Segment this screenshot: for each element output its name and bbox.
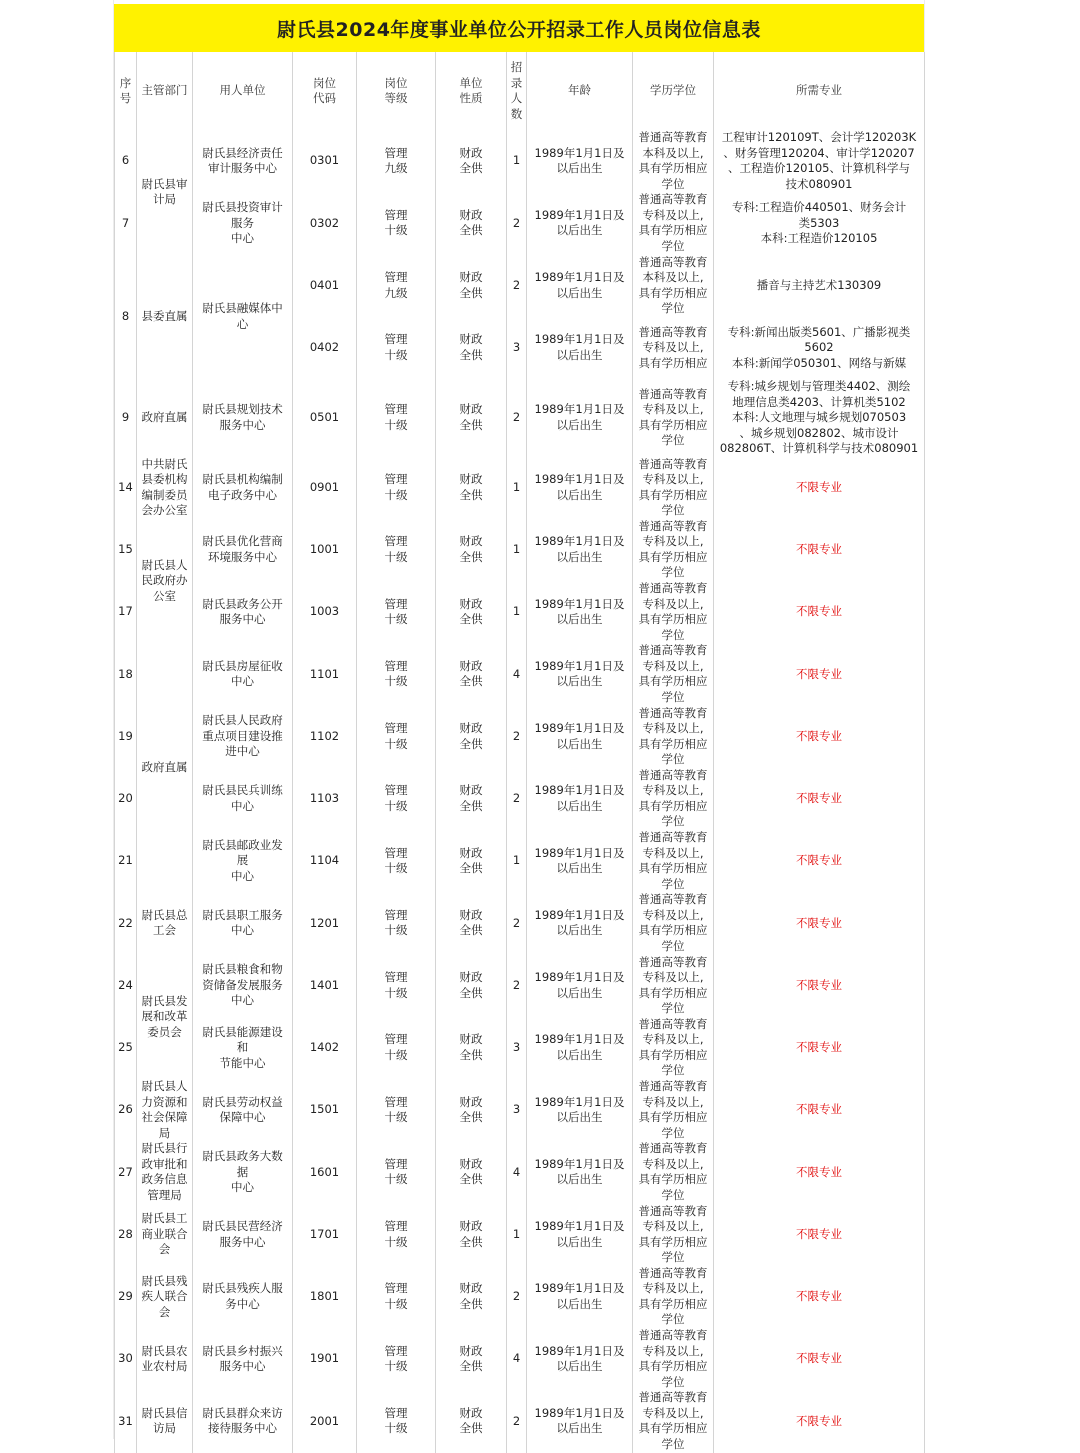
code-cell: 1103: [293, 768, 357, 830]
seq-cell: 9: [115, 379, 137, 457]
unit-cell: 尉氏县经济责任 审计服务中心: [193, 130, 293, 192]
recruitment-sheet: [114, 4, 924, 1453]
table-row: [115, 955, 925, 1017]
count-cell: 4: [507, 1328, 527, 1390]
unit-cell: 尉氏县残疾人服 务中心: [193, 1266, 293, 1328]
count-cell: 1: [507, 830, 527, 892]
unit-cell: 尉氏县民兵训练 中心: [193, 768, 293, 830]
major-unlimited: 不限专业: [714, 706, 925, 768]
table-row: [115, 706, 925, 768]
major-unlimited: 不限专业: [714, 1141, 925, 1203]
dept-cell: 尉氏县审 计局: [137, 130, 193, 255]
seq-cell: 28: [115, 1204, 137, 1266]
edu-cell: 普通高等教育 专科及以上, 具有学历相应 学位: [633, 1141, 714, 1203]
level-cell: 管理 十级: [357, 1266, 436, 1328]
nature-cell: 财政 全供: [436, 581, 507, 643]
count-cell: 2: [507, 955, 527, 1017]
major-unlimited: 不限专业: [714, 643, 925, 705]
seq-cell: 7: [115, 192, 137, 254]
edu-cell: 普通高等教育 本科及以上, 具有学历相应 学位: [633, 255, 714, 317]
code-cell: 1201: [293, 892, 357, 954]
unit-cell: 尉氏县投资审计 服务 中心: [193, 192, 293, 254]
count-cell: 4: [507, 1141, 527, 1203]
count-cell: 2: [507, 379, 527, 457]
level-cell: 管理 九级: [357, 255, 436, 317]
dept-cell: 尉氏县总 工会: [137, 892, 193, 954]
unit-cell: 尉氏县规划技术 服务中心: [193, 379, 293, 457]
age-cell: 1989年1月1日及 以后出生: [527, 1017, 633, 1079]
dept-cell: 尉氏县农 业农村局: [137, 1328, 193, 1390]
dept-cell: 政府直属: [137, 379, 193, 457]
seq-cell: 25: [115, 1017, 137, 1079]
unit-cell: 尉氏县群众来访 接待服务中心: [193, 1390, 293, 1452]
table-row: [115, 130, 925, 192]
age-cell: 1989年1月1日及 以后出生: [527, 768, 633, 830]
level-cell: 管理 十级: [357, 643, 436, 705]
nature-cell: 财政 全供: [436, 643, 507, 705]
level-cell: 管理 九级: [357, 130, 436, 192]
table-row: [115, 768, 925, 830]
header-dept: 主管部门: [137, 52, 193, 130]
seq-cell: 17: [115, 581, 137, 643]
code-cell: 1401: [293, 955, 357, 1017]
table-row: [115, 457, 925, 519]
edu-cell: 普通高等教育 专科及以上, 具有学历相应 学位: [633, 830, 714, 892]
level-cell: 管理 十级: [357, 519, 436, 581]
table-row: [115, 1390, 925, 1452]
major-unlimited: 不限专业: [714, 830, 925, 892]
age-cell: 1989年1月1日及 以后出生: [527, 955, 633, 1017]
dept-cell: 尉氏县人 力资源和 社会保障 局: [137, 1079, 193, 1141]
seq-cell: 27: [115, 1141, 137, 1203]
seq-cell: 6: [115, 130, 137, 192]
count-cell: 2: [507, 768, 527, 830]
nature-cell: 财政 全供: [436, 192, 507, 254]
level-cell: 管理 十级: [357, 379, 436, 457]
nature-cell: 财政 全供: [436, 457, 507, 519]
edu-cell: 普通高等教育 专科及以上, 具有学历相应 学位: [633, 643, 714, 705]
table-row: [115, 519, 925, 581]
dept-cell: 政府直属: [137, 643, 193, 892]
unit-cell: 尉氏县政务公开 服务中心: [193, 581, 293, 643]
nature-cell: 财政 全供: [436, 706, 507, 768]
level-cell: 管理 十级: [357, 955, 436, 1017]
nature-cell: 财政 全供: [436, 1204, 507, 1266]
level-cell: 管理 十级: [357, 1390, 436, 1452]
age-cell: 1989年1月1日及 以后出生: [527, 830, 633, 892]
count-cell: 3: [507, 1017, 527, 1079]
edu-cell: 普通高等教育 专科及以上, 具有学历相应 学位: [633, 519, 714, 581]
header-unit: 用人单位: [193, 52, 293, 130]
seq-cell: 30: [115, 1328, 137, 1390]
table-row: [115, 1017, 925, 1079]
age-cell: 1989年1月1日及 以后出生: [527, 1079, 633, 1141]
code-cell: 2001: [293, 1390, 357, 1452]
unit-cell: 尉氏县职工服务 中心: [193, 892, 293, 954]
seq-cell: 18: [115, 643, 137, 705]
header-edu: 学历学位: [633, 52, 714, 130]
age-cell: 1989年1月1日及 以后出生: [527, 192, 633, 254]
age-cell: 1989年1月1日及 以后出生: [527, 643, 633, 705]
unit-cell: 尉氏县劳动权益 保障中心: [193, 1079, 293, 1141]
dept-cell: 尉氏县工 商业联合 会: [137, 1204, 193, 1266]
nature-cell: 财政 全供: [436, 1017, 507, 1079]
nature-cell: 财政 全供: [436, 1266, 507, 1328]
table-row: [115, 1204, 925, 1266]
age-cell: 1989年1月1日及 以后出生: [527, 1141, 633, 1203]
age-cell: 1989年1月1日及 以后出生: [527, 255, 633, 317]
table-header-row: [115, 52, 925, 130]
code-cell: 1101: [293, 643, 357, 705]
age-cell: 1989年1月1日及 以后出生: [527, 892, 633, 954]
level-cell: 管理 十级: [357, 830, 436, 892]
level-cell: 管理 十级: [357, 317, 436, 379]
code-cell: 1104: [293, 830, 357, 892]
code-cell: 0301: [293, 130, 357, 192]
code-cell: 1701: [293, 1204, 357, 1266]
edu-cell: 普通高等教育 专科及以上, 具有学历相应 学位: [633, 1017, 714, 1079]
edu-cell: 普通高等教育 专科及以上, 具有学历相应 学位: [633, 1079, 714, 1141]
age-cell: 1989年1月1日及 以后出生: [527, 1266, 633, 1328]
seq-cell: 29: [115, 1266, 137, 1328]
major-unlimited: 不限专业: [714, 955, 925, 1017]
level-cell: 管理 十级: [357, 1204, 436, 1266]
count-cell: 2: [507, 892, 527, 954]
count-cell: 4: [507, 643, 527, 705]
major-unlimited: 不限专业: [714, 768, 925, 830]
table-row: [115, 581, 925, 643]
dept-cell: 尉氏县残 疾人联合 会: [137, 1266, 193, 1328]
level-cell: 管理 十级: [357, 892, 436, 954]
seq-cell: 20: [115, 768, 137, 830]
seq-cell: 26: [115, 1079, 137, 1141]
code-cell: 1801: [293, 1266, 357, 1328]
major-unlimited: 不限专业: [714, 892, 925, 954]
level-cell: 管理 十级: [357, 706, 436, 768]
age-cell: 1989年1月1日及 以后出生: [527, 317, 633, 379]
major-unlimited: 不限专业: [714, 1017, 925, 1079]
count-cell: 3: [507, 317, 527, 379]
edu-cell: 普通高等教育 专科及以上, 具有学历相应 学位: [633, 1328, 714, 1390]
major-cell: 播音与主持艺术130309: [714, 255, 925, 317]
code-cell: 1501: [293, 1079, 357, 1141]
age-cell: 1989年1月1日及 以后出生: [527, 130, 633, 192]
nature-cell: 财政 全供: [436, 255, 507, 317]
count-cell: 1: [507, 519, 527, 581]
age-cell: 1989年1月1日及 以后出生: [527, 1328, 633, 1390]
table-row: [115, 255, 925, 317]
nature-cell: 财政 全供: [436, 768, 507, 830]
major-unlimited: 不限专业: [714, 1079, 925, 1141]
edu-cell: 普通高等教育 专科及以上, 具有学历相应 学位: [633, 892, 714, 954]
code-cell: 1601: [293, 1141, 357, 1203]
header-level: 岗位 等级: [357, 52, 436, 130]
code-cell: 1402: [293, 1017, 357, 1079]
nature-cell: 财政 全供: [436, 1079, 507, 1141]
major-unlimited: 不限专业: [714, 457, 925, 519]
edu-cell: 普通高等教育 本科及以上, 具有学历相应 学位: [633, 130, 714, 192]
seq-cell: 22: [115, 892, 137, 954]
table-row: [115, 192, 925, 254]
unit-cell: 尉氏县人民政府 重点项目建设推 进中心: [193, 706, 293, 768]
count-cell: 2: [507, 1266, 527, 1328]
seq-cell: 15: [115, 519, 137, 581]
unit-cell: 尉氏县融媒体中 心: [193, 255, 293, 380]
edu-cell: 普通高等教育 专科及以上, 具有学历相应 学位: [633, 192, 714, 254]
edu-cell: 普通高等教育 专科及以上, 具有学历相应 学位: [633, 379, 714, 457]
count-cell: 1: [507, 457, 527, 519]
major-cell: 专科:新闻出版类5601、广播影视类 5602 本科:新闻学050301、网络与新媒: [714, 317, 925, 379]
table-row: [115, 1328, 925, 1390]
edu-cell: 普通高等教育 专科及以上, 具有学历相应 学位: [633, 581, 714, 643]
seq-cell: 24: [115, 955, 137, 1017]
nature-cell: 财政 全供: [436, 1390, 507, 1452]
count-cell: 2: [507, 706, 527, 768]
table-row: [115, 830, 925, 892]
level-cell: 管理 十级: [357, 581, 436, 643]
edu-cell: 普通高等教育 专科及以上, 具有学历相应 学位: [633, 768, 714, 830]
table-row: [115, 1079, 925, 1141]
level-cell: 管理 十级: [357, 457, 436, 519]
age-cell: 1989年1月1日及 以后出生: [527, 581, 633, 643]
unit-cell: 尉氏县能源建设 和 节能中心: [193, 1017, 293, 1079]
unit-cell: 尉氏县房屋征收 中心: [193, 643, 293, 705]
table-row: [115, 892, 925, 954]
edu-cell: 普通高等教育 专科及以上, 具有学历相应 学位: [633, 706, 714, 768]
dept-cell: 县委直属: [137, 255, 193, 380]
count-cell: 3: [507, 1079, 527, 1141]
code-cell: 0401: [293, 255, 357, 317]
age-cell: 1989年1月1日及 以后出生: [527, 457, 633, 519]
edu-cell: 普通高等教育 专科及以上, 具有学历相应: [633, 317, 714, 379]
level-cell: 管理 十级: [357, 768, 436, 830]
header-seq: 序 号: [115, 52, 137, 130]
code-cell: 0501: [293, 379, 357, 457]
dept-cell: 尉氏县人 民政府办 公室: [137, 519, 193, 644]
count-cell: 2: [507, 1390, 527, 1452]
header-nature: 单位 性质: [436, 52, 507, 130]
nature-cell: 财政 全供: [436, 130, 507, 192]
dept-cell: 尉氏县发 展和改革 委员会: [137, 955, 193, 1080]
code-cell: 0402: [293, 317, 357, 379]
nature-cell: 财政 全供: [436, 519, 507, 581]
level-cell: 管理 十级: [357, 192, 436, 254]
seq-cell: 21: [115, 830, 137, 892]
nature-cell: 财政 全供: [436, 317, 507, 379]
seq-cell: 19: [115, 706, 137, 768]
code-cell: 1001: [293, 519, 357, 581]
unit-cell: 尉氏县民营经济 服务中心: [193, 1204, 293, 1266]
header-code: 岗位 代码: [293, 52, 357, 130]
header-age: 年龄: [527, 52, 633, 130]
count-cell: 2: [507, 192, 527, 254]
count-cell: 1: [507, 581, 527, 643]
code-cell: 1102: [293, 706, 357, 768]
major-unlimited: 不限专业: [714, 1204, 925, 1266]
unit-cell: 尉氏县粮食和物 资储备发展服务 中心: [193, 955, 293, 1017]
level-cell: 管理 十级: [357, 1017, 436, 1079]
table-row: [115, 1141, 925, 1203]
table-row: [115, 1266, 925, 1328]
positions-table: [114, 52, 925, 1453]
age-cell: 1989年1月1日及 以后出生: [527, 706, 633, 768]
unit-cell: 尉氏县机构编制 电子政务中心: [193, 457, 293, 519]
nature-cell: 财政 全供: [436, 955, 507, 1017]
major-unlimited: 不限专业: [714, 1328, 925, 1390]
nature-cell: 财政 全供: [436, 892, 507, 954]
nature-cell: 财政 全供: [436, 379, 507, 457]
edu-cell: 普通高等教育 专科及以上, 具有学历相应 学位: [633, 457, 714, 519]
count-cell: 1: [507, 130, 527, 192]
edu-cell: 普通高等教育 专科及以上, 具有学历相应 学位: [633, 1266, 714, 1328]
major-unlimited: 不限专业: [714, 581, 925, 643]
page-title: 尉氏县2024年度事业单位公开招录工作人员岗位信息表: [114, 4, 924, 52]
major-cell: 专科:城乡规划与管理类4402、测绘 地理信息类4203、计算机类5102 本科:人文地理与城乡规划070503 、城乡规划082802、城市设计 082806T、计算机科学与技术080901: [714, 379, 925, 457]
unit-cell: 尉氏县乡村振兴 服务中心: [193, 1328, 293, 1390]
level-cell: 管理 十级: [357, 1141, 436, 1203]
major-unlimited: 不限专业: [714, 519, 925, 581]
dept-cell: 尉氏县行 政审批和 政务信息 管理局: [137, 1141, 193, 1203]
code-cell: 0901: [293, 457, 357, 519]
seq-cell: 14: [115, 457, 137, 519]
table-row: [115, 643, 925, 705]
edu-cell: 普通高等教育 专科及以上, 具有学历相应 学位: [633, 1390, 714, 1452]
age-cell: 1989年1月1日及 以后出生: [527, 1204, 633, 1266]
code-cell: 1003: [293, 581, 357, 643]
age-cell: 1989年1月1日及 以后出生: [527, 379, 633, 457]
unit-cell: 尉氏县邮政业发 展 中心: [193, 830, 293, 892]
unit-cell: 尉氏县优化营商 环境服务中心: [193, 519, 293, 581]
edu-cell: 普通高等教育 专科及以上, 具有学历相应 学位: [633, 955, 714, 1017]
count-cell: 2: [507, 255, 527, 317]
code-cell: 1901: [293, 1328, 357, 1390]
header-count: 招 录 人 数: [507, 52, 527, 130]
seq-cell: 31: [115, 1390, 137, 1452]
count-cell: 1: [507, 1204, 527, 1266]
major-cell: 工程审计120109T、会计学120203K 、财务管理120204、审计学120207 、工程造价120105、计算机科学与 技术080901: [714, 130, 925, 192]
code-cell: 0302: [293, 192, 357, 254]
nature-cell: 财政 全供: [436, 1141, 507, 1203]
header-major: 所需专业: [714, 52, 925, 130]
nature-cell: 财政 全供: [436, 1328, 507, 1390]
seq-cell: 8: [115, 255, 137, 380]
level-cell: 管理 十级: [357, 1079, 436, 1141]
table-row: [115, 379, 925, 457]
level-cell: 管理 十级: [357, 1328, 436, 1390]
major-unlimited: 不限专业: [714, 1266, 925, 1328]
age-cell: 1989年1月1日及 以后出生: [527, 519, 633, 581]
edu-cell: 普通高等教育 专科及以上, 具有学历相应 学位: [633, 1204, 714, 1266]
major-cell: 专科:工程造价440501、财务会计 类5303 本科:工程造价120105: [714, 192, 925, 254]
age-cell: 1989年1月1日及 以后出生: [527, 1390, 633, 1452]
dept-cell: 中共尉氏 县委机构 编制委员 会办公室: [137, 457, 193, 519]
dept-cell: 尉氏县信 访局: [137, 1390, 193, 1452]
unit-cell: 尉氏县政务大数 据 中心: [193, 1141, 293, 1203]
major-unlimited: 不限专业: [714, 1390, 925, 1452]
nature-cell: 财政 全供: [436, 830, 507, 892]
